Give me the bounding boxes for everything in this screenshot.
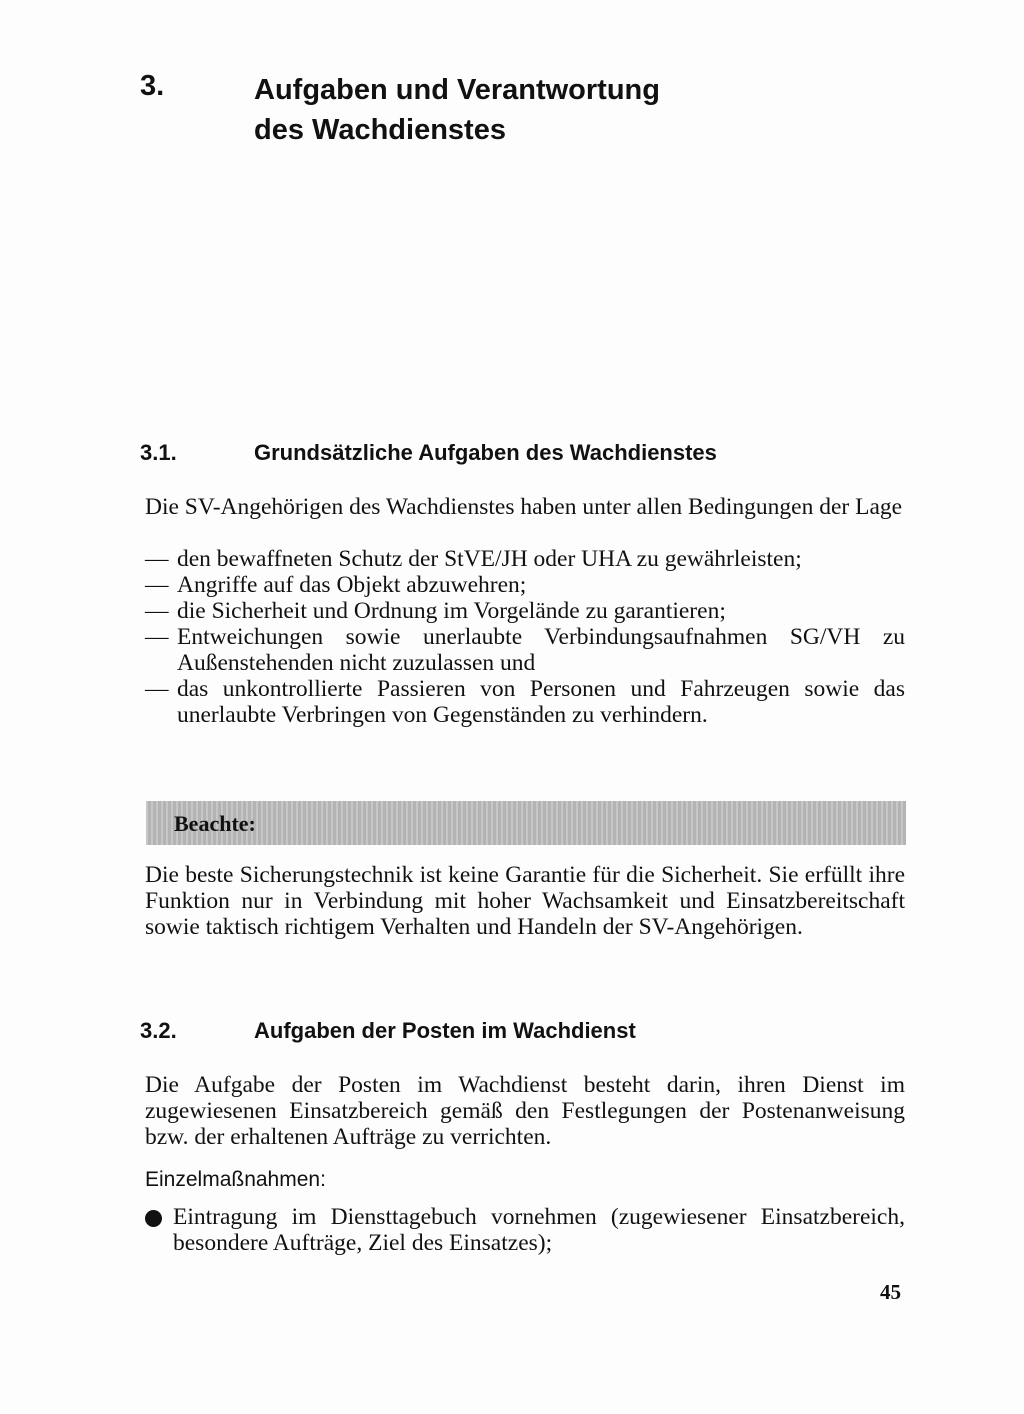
- page-number: 45: [880, 1280, 901, 1304]
- dash-marker: —: [145, 676, 169, 702]
- note-label: Beachte:: [174, 811, 256, 836]
- dash-marker: —: [145, 572, 169, 598]
- section-number: 3.2.: [140, 1018, 177, 1043]
- list-item: [145, 572, 905, 598]
- list-item: [145, 598, 905, 624]
- chapter-title-line-1: Aufgaben und Verantwortung: [254, 74, 660, 106]
- section-paragraph: Die Aufgabe der Posten im Wachdienst besteht darin, ihren Dienst im zugewiesenen Einsatzbereich gemäß den Festlegungen der Postenanweisung bzw. der erhaltenen Aufträge zu verrichten.: [145, 1072, 905, 1150]
- section-number: 3.1.: [140, 440, 177, 465]
- note-banner: [146, 801, 906, 845]
- list-item-text: Angriffe auf das Objekt abzuwehren;: [177, 572, 527, 598]
- measure-item-text: Eintragung im Diensttagebuch vornehmen (zugewiesener Einsatzbereich, besondere Aufträge, Ziel des Einsatzes);: [173, 1204, 905, 1256]
- list-item: [145, 546, 905, 572]
- bullet-icon: [145, 1210, 162, 1227]
- list-item-text: die Sicherheit und Ordnung im Vorgelände zu garantieren;: [177, 598, 726, 624]
- chapter-title: [254, 70, 660, 150]
- note-text: Die beste Sicherungstechnik ist keine Garantie für die Sicherheit. Sie erfüllt ihre Funktion nur in Verbindung mit hoher Wachsamkeit und Einsatzbereitschaft sowie taktisch richtigem Verhalten und Handeln der SV-Angehörigen.: [145, 862, 905, 940]
- chapter-number: 3.: [140, 70, 165, 102]
- chapter-title-line-2: des Wachdienstes: [254, 114, 506, 146]
- task-list: [145, 546, 905, 728]
- dash-marker: —: [145, 546, 169, 572]
- section-title: Aufgaben der Posten im Wachdienst: [254, 1018, 636, 1043]
- list-item-text: das unkontrollierte Passieren von Personen und Fahrzeugen sowie das unerlaubte Verbringen von Gegenständen zu verhindern.: [177, 676, 905, 728]
- list-item-text: Entweichungen sowie unerlaubte Verbindungsaufnahmen SG/VH zu Außenstehenden nicht zuzulassen und: [177, 624, 905, 676]
- measure-item: [145, 1204, 905, 1256]
- list-item: [145, 624, 905, 676]
- dash-marker: —: [145, 624, 169, 650]
- section-intro: Die SV-Angehörigen des Wachdienstes haben unter allen Bedingungen der Lage: [145, 494, 903, 520]
- list-item: [145, 676, 905, 728]
- list-item-text: den bewaffneten Schutz der StVE/JH oder UHA zu gewährleisten;: [177, 546, 802, 572]
- measures-label: Einzelmaßnahmen:: [145, 1168, 326, 1191]
- dash-marker: —: [145, 598, 169, 624]
- section-title: Grundsätzliche Aufgaben des Wachdienstes: [254, 440, 717, 465]
